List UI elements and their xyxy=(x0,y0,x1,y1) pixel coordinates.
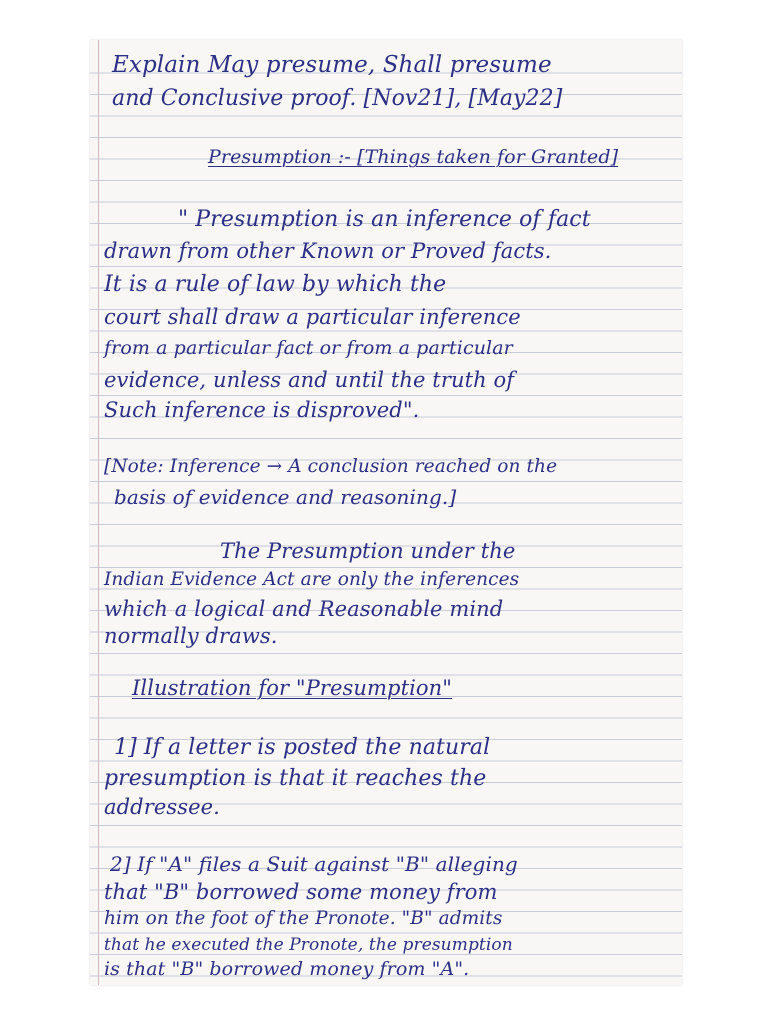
explanation-line: Indian Evidence Act are only the inferences xyxy=(104,569,520,590)
illustration-1-line: addressee. xyxy=(104,795,220,819)
illustration-1-line: presumption is that it reaches the xyxy=(104,766,487,791)
question-line-2: and Conclusive proof. [Nov21], [May22] xyxy=(112,86,563,111)
illustration-2-line: that "B" borrowed some money from xyxy=(104,880,498,904)
question-line-1: Explain May presume, Shall presume xyxy=(112,52,552,78)
illustration-1-line: 1] If a letter is posted the natural xyxy=(114,735,491,760)
note-line: [Note: Inference → A conclusion reached on the xyxy=(104,456,558,477)
explanation-line: normally draws. xyxy=(104,624,278,648)
illustration-2-line: is that "B" borrowed money from "A". xyxy=(104,958,470,980)
illustration-2-line: him on the foot of the Pronote. "B" admits xyxy=(104,908,503,929)
explanation-line: which a logical and Reasonable mind xyxy=(104,597,504,621)
heading-presumption: Presumption :- [Things taken for Granted] xyxy=(208,146,619,168)
notebook-page xyxy=(90,40,682,985)
definition-line: evidence, unless and until the truth of xyxy=(104,368,515,392)
definition-line: It is a rule of law by which the xyxy=(104,272,447,297)
illustration-2-line: that he executed the Pronote, the presumption xyxy=(104,935,513,955)
margin-line xyxy=(98,40,99,985)
illustration-heading: Illustration for "Presumption" xyxy=(132,676,453,700)
explanation-line: The Presumption under the xyxy=(220,539,516,563)
illustration-2-line: 2] If "A" files a Suit against "B" alleging xyxy=(110,852,518,876)
definition-line: " Presumption is an inference of fact xyxy=(178,207,591,232)
definition-line: drawn from other Known or Proved facts. xyxy=(104,239,552,263)
definition-line: court shall draw a particular inference xyxy=(104,305,521,329)
note-line: basis of evidence and reasoning.] xyxy=(114,485,457,509)
definition-line: from a particular fact or from a particular xyxy=(104,337,513,359)
definition-line: Such inference is disproved". xyxy=(104,398,420,422)
